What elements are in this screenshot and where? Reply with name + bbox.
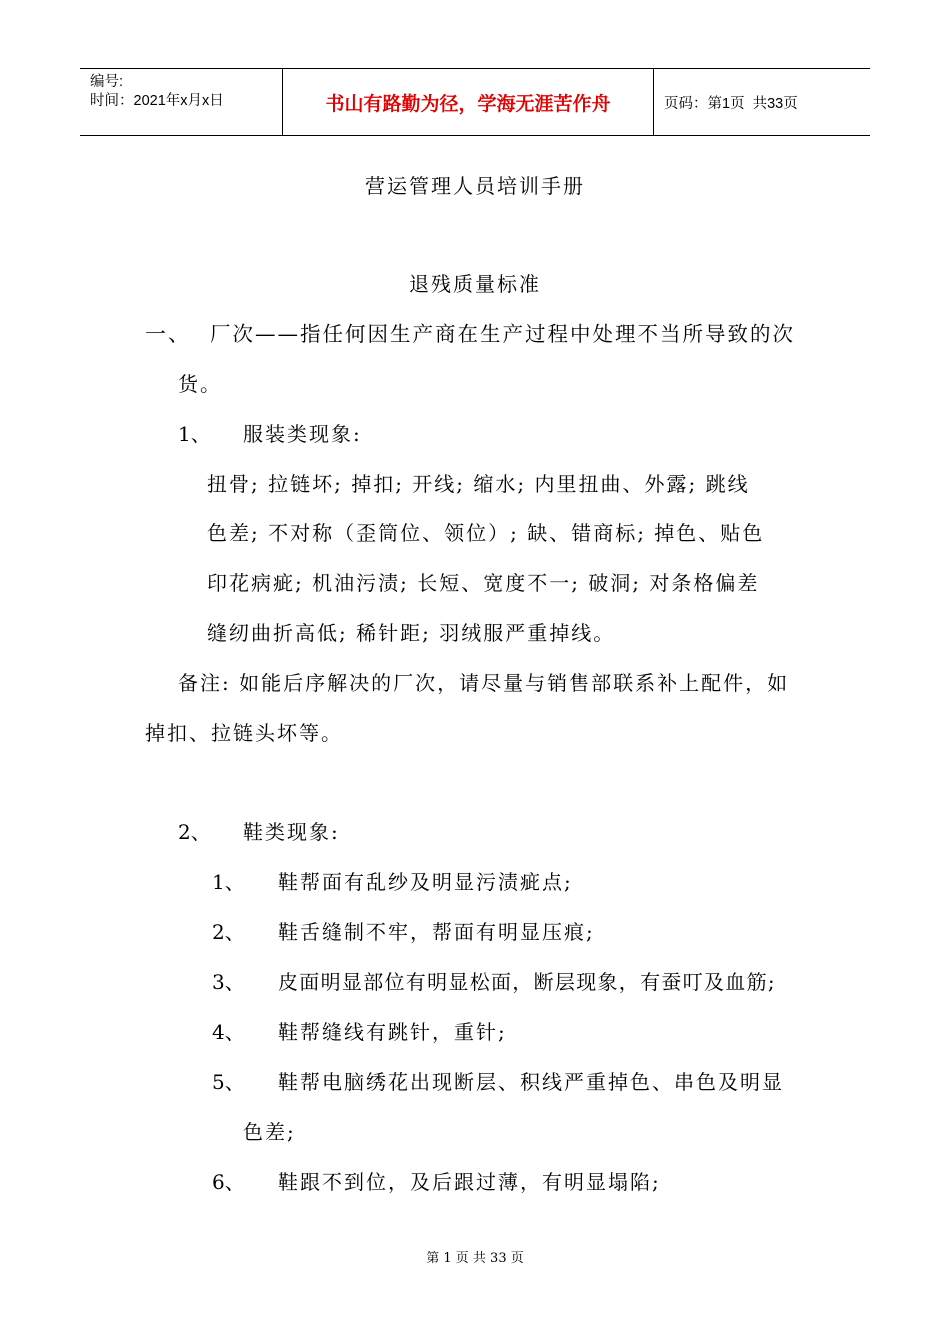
header-page-info bbox=[654, 69, 870, 135]
item-2-marker: 2、 bbox=[178, 820, 211, 844]
header-meta bbox=[80, 69, 282, 135]
defect-definition-line-1: 厂次——指任何因生产商在生产过程中处理不当所导致的次 bbox=[210, 322, 795, 346]
shoe-item-number: 2、 bbox=[212, 920, 245, 944]
item-2-label: 鞋类现象: bbox=[243, 820, 340, 844]
shoe-item-number: 4、 bbox=[212, 1020, 245, 1044]
shoe-item-text: 鞋帮缝线有跳针，重针; bbox=[278, 1020, 507, 1044]
shoe-item-number: 3、 bbox=[212, 970, 245, 994]
document-title: 营运管理人员培训手册 bbox=[365, 174, 585, 198]
apparel-defects-line-2: 色差; 不对称（歪筒位、领位）; 缺、错商标; 掉色、贴色 bbox=[207, 521, 765, 545]
item-1-label: 服装类现象: bbox=[243, 422, 362, 446]
shoe-item-text: 皮面明显部位有明显松面，断层现象，有蚕叮及血筋; bbox=[278, 970, 776, 994]
shoe-item-number: 1、 bbox=[212, 870, 245, 894]
document-date: 时间：2021年x月x日 bbox=[90, 93, 224, 109]
shoe-item-text: 鞋舌缝制不牢，帮面有明显压痕; bbox=[278, 920, 595, 944]
apparel-defects-line-3: 印花病疵; 机油污渍; 长短、宽度不一; 破洞; 对条格偏差 bbox=[207, 571, 760, 595]
defect-definition-line-2: 货。 bbox=[178, 372, 222, 396]
page-footer: 第 1 页 共 33 页 bbox=[426, 1251, 524, 1266]
shoe-item-number: 6、 bbox=[212, 1170, 245, 1194]
section-marker: 一、 bbox=[145, 322, 191, 346]
apparel-defects-line-1: 扭骨; 拉链坏; 掉扣; 开线; 缩水; 内里扭曲、外露; 跳线 bbox=[207, 472, 750, 496]
header-motto: 书山有路勤为径，学海无涯苦作舟 bbox=[282, 69, 654, 135]
document-number-label: 编号: bbox=[90, 74, 124, 90]
shoe-item-text-continued: 色差; bbox=[243, 1120, 296, 1144]
shoe-item-text: 鞋帮面有乱纱及明显污渍疵点; bbox=[278, 870, 573, 894]
shoe-item-text: 鞋跟不到位，及后跟过薄，有明显塌陷; bbox=[278, 1170, 661, 1194]
shoe-item-text: 鞋帮电脑绣花出现断层、积线严重掉色、串色及明显 bbox=[278, 1070, 784, 1094]
note-line-1: 备注: 如能后序解决的厂次，请尽量与销售部联系补上配件，如 bbox=[178, 671, 790, 695]
page-info-text: 页码：第1页 共33页 bbox=[664, 95, 798, 112]
apparel-defects-line-4: 缝纫曲折高低; 稀针距; 羽绒服严重掉线。 bbox=[207, 621, 616, 645]
note-line-2: 掉扣、拉链头坏等。 bbox=[145, 721, 343, 745]
item-1-marker: 1、 bbox=[178, 422, 211, 446]
section-title: 退残质量标准 bbox=[409, 272, 541, 296]
page-header bbox=[80, 68, 870, 136]
shoe-item-number: 5、 bbox=[212, 1070, 245, 1094]
